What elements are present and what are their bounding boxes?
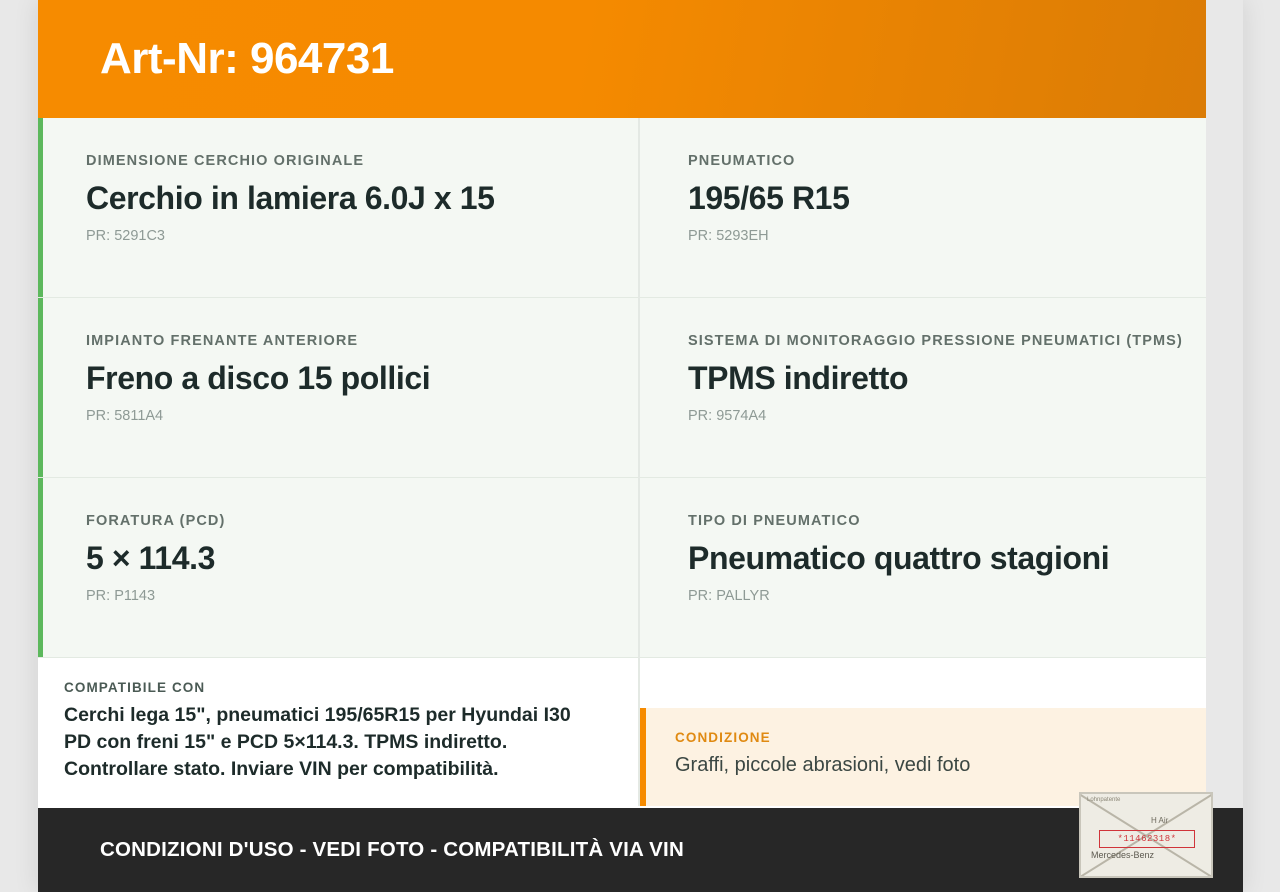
- stamp-top-text: Lohnpatente: [1087, 797, 1121, 803]
- spec-column-left: [38, 118, 640, 806]
- spec-cell-pcd: [38, 478, 638, 658]
- spec-label: DIMENSIONE CERCHIO ORIGINALE: [86, 153, 365, 169]
- page-title: Art-Nr: 964731: [100, 34, 394, 83]
- spec-label: IMPIANTO FRENANTE ANTERIORE: [86, 333, 359, 349]
- header-banner: [38, 0, 1243, 118]
- spec-pr-code: PR: 5811A4: [86, 408, 164, 425]
- sheet-right-margin: [1206, 0, 1243, 892]
- spec-value: 195/65 R15: [688, 179, 850, 216]
- spec-value: Cerchio in lamiera 6.0J x 15: [86, 179, 495, 216]
- spec-value: Pneumatico quattro stagioni: [688, 539, 1110, 576]
- spec-cell-front-brake: [38, 298, 638, 478]
- spec-pr-code: PR: 9574A4: [688, 408, 767, 425]
- spec-value: 5 × 114.3: [86, 539, 215, 576]
- footer-bar: [38, 797, 1243, 892]
- compatibility-label: COMPATIBILE CON: [64, 680, 206, 695]
- spec-label: PNEUMATICO: [688, 153, 796, 169]
- spec-cell-tyre: [640, 118, 1243, 298]
- spec-pr-code: PR: 5293EH: [688, 228, 769, 245]
- spec-label: TIPO DI PNEUMATICO: [688, 513, 861, 529]
- stamp-brand-text: Mercedes-Benz: [1091, 850, 1155, 860]
- spec-column-right: [640, 118, 1243, 806]
- envelope-stamp-image: [1079, 792, 1213, 878]
- stamp-graphic: [1081, 794, 1211, 876]
- spec-cell-tyre-type: [640, 478, 1243, 658]
- condition-label: CONDIZIONE: [675, 730, 771, 745]
- compatibility-text: Cerchi lega 15", pneumatici 195/65R15 per Hyundai I30 PD con freni 15" e PCD 5×114.3. TPMS indiretto. Controllare stato. Inviare VIN per compatibilità.: [64, 704, 571, 780]
- spec-cell-tpms: [640, 298, 1243, 478]
- spec-pr-code: PR: 5291C3: [86, 228, 165, 245]
- spec-pr-code: PR: P1143: [86, 588, 156, 605]
- spec-cell-wheel-size: [38, 118, 638, 298]
- spec-value: Freno a disco 15 pollici: [86, 359, 431, 396]
- stamp-code: *11462318*: [1099, 830, 1195, 848]
- compatibility-note: [38, 658, 638, 806]
- stamp-mid-text: H Air: [1151, 816, 1169, 825]
- spec-grid: [38, 118, 1243, 806]
- spec-label: FORATURA (PCD): [86, 513, 226, 529]
- spec-value: TPMS indiretto: [688, 359, 909, 396]
- spec-label: SISTEMA DI MONITORAGGIO PRESSIONE PNEUMATICI (TPMS): [688, 333, 1183, 349]
- condition-text: Graffi, piccole abrasioni, vedi foto: [675, 754, 971, 776]
- footer-text: CONDIZIONI D'USO - VEDI FOTO - COMPATIBILITÀ VIA VIN: [100, 838, 684, 861]
- spec-pr-code: PR: PALLYR: [688, 588, 770, 605]
- spec-sheet: [38, 0, 1243, 892]
